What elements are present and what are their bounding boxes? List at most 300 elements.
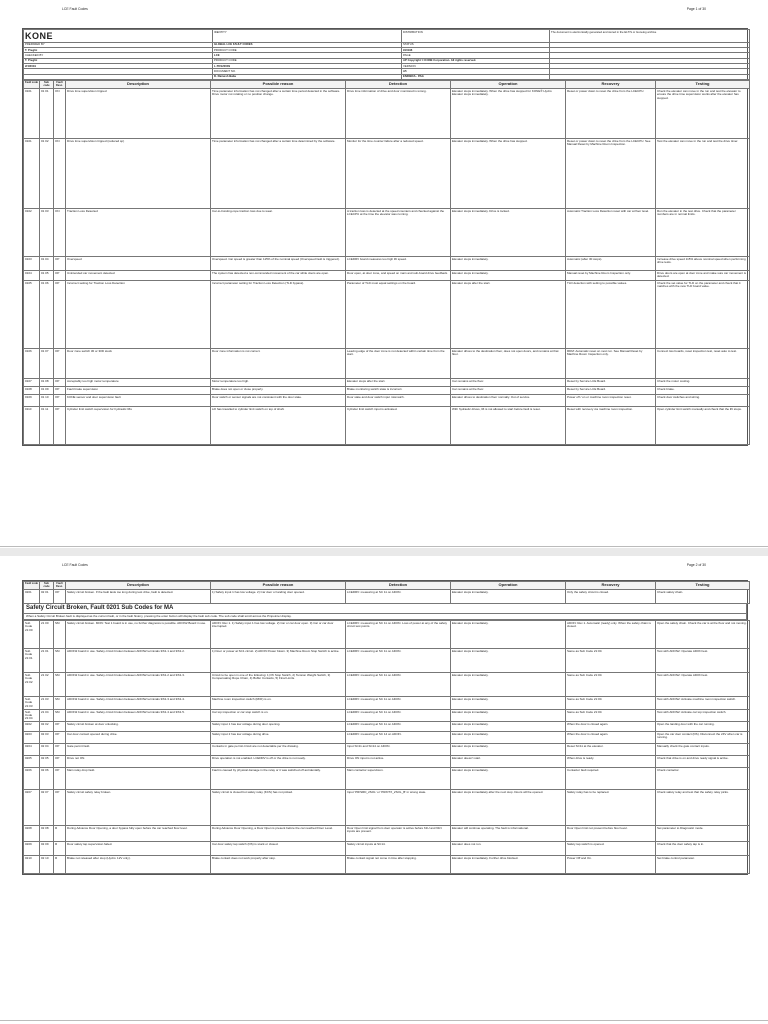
table-cell: Traction Loss Detected	[66, 209, 211, 257]
table-cell: 0101	[24, 89, 40, 139]
table-cell: Check safety relay and test that the safety relay picks.	[656, 790, 750, 826]
table-cell: Elevator stops immediately.	[451, 257, 566, 271]
table-cell: R	[54, 842, 66, 856]
table-row	[24, 826, 750, 842]
header-cell: PRODUCT CODE	[213, 47, 402, 52]
fault-code-rows	[24, 89, 750, 445]
fault-code-sheet	[22, 580, 748, 875]
col-description: Description	[66, 81, 211, 89]
col-recovery: Recovery	[566, 582, 656, 590]
table-cell: 01 05	[40, 271, 54, 281]
header-cell: A5	[402, 69, 550, 74]
col-sub-code: Sub code	[40, 81, 54, 89]
table-cell: R	[54, 856, 66, 874]
table-cell: Elevator drives to the destination floor, does not open doors, and remains at that floor.	[451, 349, 566, 379]
table-cell: 01 02	[40, 139, 54, 209]
table-cell: Sub Code 21:02	[24, 673, 40, 697]
table-cell: LCEDRV: measuring at SC 11 on ADON.	[346, 697, 451, 710]
table-cell: 0208	[24, 826, 40, 842]
table-cell: ADON2 board in use. Safety circuit broken between ADON2 terminals 3/61.2 and 3/61.3.	[66, 673, 211, 697]
table-row	[24, 590, 750, 604]
table-cell: 02 05	[40, 756, 54, 768]
table-cell: 0207	[24, 790, 40, 826]
table-cell: Automatic (after 30 stops).	[566, 257, 656, 271]
header-cell: IDENTITY	[213, 30, 402, 43]
table-cell: Test the elevator can move in the run and test the drive timer.	[656, 139, 750, 209]
table-cell: During Advance Door Opening, a door bypass fully open before the car reached floor level.	[66, 826, 211, 842]
table-cell: When the door is closed again.	[566, 732, 656, 744]
table-cell: Car door contact opened during drive.	[66, 732, 211, 744]
document-page-2	[0, 556, 768, 1024]
table-cell: 1) Door or power at SC1 circuit. 2) ADON Power blown. 3) Machine Room Stop Switch is active.	[211, 649, 346, 673]
table-row	[24, 673, 750, 697]
table-row	[24, 697, 750, 710]
table-cell: Time parameter information has not changed after a certain time period detected in the software. Drive motor not rotating or no position change.	[211, 89, 346, 139]
header-cell: GLOBAL LCE FAULT CODES	[213, 42, 402, 47]
table-cell: 21 01	[40, 649, 54, 673]
table-cell: LCEDRV: measuring at SC 11 on ADON.	[346, 709, 451, 722]
table-cell: LCEDRV: measuring at SC 11 on ADON.	[346, 590, 451, 604]
table-cell: Reset SC11 at the elevator.	[566, 744, 656, 756]
table-cell: Safety relay has to be replaced.	[566, 790, 656, 826]
table-row	[24, 387, 750, 395]
table-row	[24, 349, 750, 379]
document-header-block	[23, 29, 750, 80]
table-cell: Check safety chain.	[656, 590, 750, 604]
table-cell: Elevator stops immediately.	[451, 673, 566, 697]
table-row	[24, 649, 750, 673]
table-cell: Same as Sub Code 21:00.	[566, 673, 656, 697]
table-cell: Elevator stops immediately.	[451, 621, 566, 649]
table-cell: Elevator stops immediately.	[451, 722, 566, 732]
table-cell: Same as Sub Code 21:00.	[566, 649, 656, 673]
table-cell: 01 01	[40, 89, 54, 139]
table-cell: Set brake control parameter.	[656, 856, 750, 874]
section-title: Safety Circuit Broken, Fault 0201 Sub Codes for MA	[23, 604, 747, 614]
table-cell: Elevator will continue operating. The fault is informational.	[451, 826, 566, 842]
table-cell: Reset by Service LCE Board.	[566, 379, 656, 387]
header-cell: T. Preglic	[24, 58, 213, 63]
table-row	[24, 139, 750, 209]
table-cell: A traction loss is detected at the speed counters and checked against the LCECPU at the time the elevator was running.	[346, 209, 451, 257]
col-fault-desc: Fault Desc.	[54, 582, 66, 590]
table-cell: Drive ON input is not active.	[346, 756, 451, 768]
table-cell: Drive operation is not enabled. LCEDRV is off or the drive is not ready.	[211, 756, 346, 768]
table-cell: Door state and door switch input mismatch.	[346, 395, 451, 407]
table-cell: Machine room inspection switch (RDF) is on.	[211, 697, 346, 710]
table-cell: ADON: Rev 1. 1) Safety input 1 has low voltage. 2) Car or car door open. 3) Car or car door interrupted.	[211, 621, 346, 649]
table-cell: 01 06	[40, 281, 54, 349]
page-header	[62, 564, 706, 570]
table-cell: 0210	[24, 856, 40, 874]
table-cell: Test with ADON2: Activate car top inspection switch.	[656, 709, 750, 722]
table-cell: OP	[54, 590, 66, 604]
col-operation: Operation	[451, 81, 566, 89]
table-cell: 01 09	[40, 387, 54, 395]
table-cell: Door open, at door zone, and speed on main and sub-board drive feedback.	[346, 271, 451, 281]
table-cell: Open cylinder limit switch manually and check that the lift stops.	[656, 407, 750, 445]
table-cell: Door zone switch 30 or 30D stuck	[66, 349, 211, 379]
table-cell: Main contactor supervision.	[346, 768, 451, 790]
table-cell: 0108	[24, 387, 40, 395]
table-cell: Elevator stops immediately after the next stop. Doors will be opened.	[451, 790, 566, 826]
table-cell: 02 01	[40, 590, 54, 604]
table-row	[24, 621, 750, 649]
table-cell: LCEDRV: measuring at SC 11 on ADON.	[346, 673, 451, 697]
table-cell: 01 04	[40, 257, 54, 271]
table-cell: Door switch or sensor signals are not consistent with the door state.	[211, 395, 346, 407]
header-cell: D. Ramesh Babu	[213, 74, 402, 79]
table-cell: 01 11	[40, 407, 54, 445]
table-cell: OP	[54, 756, 66, 768]
table-cell: Check that drive is on and drive ready signal is active.	[656, 756, 750, 768]
table-cell: SM	[54, 649, 66, 673]
table-cell: Connect two boards, reset inspection test, reset auto to test.	[656, 349, 750, 379]
column-header-row	[24, 582, 750, 590]
doc-title: LCE Fault Codes	[62, 563, 88, 567]
table-cell: Fault is caused by physical damage in the relay or it was switched off accidentally.	[211, 768, 346, 790]
table-cell: Safety circuit broken. MON: Test 1 board is in use, no further diagnosis is possible. ADON2 Board in use.	[66, 621, 211, 649]
col-possible-reason: Possible reason	[211, 81, 346, 89]
table-cell: Automatic Traction Loss Detection reset with car at floor level.	[566, 209, 656, 257]
table-row	[24, 842, 750, 856]
table-cell: Reset or power down to reset the drive from the LCECPU.	[566, 89, 656, 139]
table-cell: Car-to-hoisting-rope traction loss due to wear.	[211, 209, 346, 257]
table-row	[24, 271, 750, 281]
table-row	[24, 709, 750, 722]
table-cell: Acceptably too high motor temperature	[66, 379, 211, 387]
table-cell: SM	[54, 697, 66, 710]
table-cell: Elevator stops immediately. When the drive has stopped for KONE® Hydro: Elevator stops immediately.	[451, 89, 566, 139]
table-row	[24, 756, 750, 768]
header-cell	[550, 74, 750, 79]
table-cell: Same as Sub Code 21:00.	[566, 709, 656, 722]
header-cell: ENR/EDA · PAG	[402, 74, 550, 79]
col-description: Description	[66, 582, 211, 590]
doc-title: LCE Fault Codes	[62, 7, 88, 11]
table-cell: Only the safety circuit is closed.	[566, 590, 656, 604]
table-cell: KONE sensor and door supervision fault	[66, 395, 211, 407]
table-row	[24, 209, 750, 257]
page-number: Page 1 of 30	[686, 7, 706, 11]
table-cell: Check the elevator can move in the run and test the elevator to ensure the drive time supervision works after the elevator has stopped.	[656, 89, 750, 139]
table-cell: Circuit to be open in one of the following: 1) Pit Stop Switch, 2) Tension Weight Switch, 3) Compensating Rope Chain, 4) Buffer Contacts, 5) Final Limits.	[211, 673, 346, 697]
table-row	[24, 732, 750, 744]
sub-code-table	[23, 620, 750, 874]
table-cell: Car remains at the floor.	[451, 379, 566, 387]
table-row	[24, 790, 750, 826]
table-cell: Elevator stops immediately. Drive is locked.	[451, 209, 566, 257]
table-cell: Test with ADON2: Activate machine room inspection switch.	[656, 697, 750, 710]
table-cell: Elevator stops immediately.	[451, 709, 566, 722]
header-cell: 910196	[402, 47, 550, 52]
table-cell: Same as Sub Code 21:00.	[566, 697, 656, 710]
col-testing: Testing	[656, 582, 750, 590]
table-cell: Elevator stops immediately.	[451, 697, 566, 710]
fault-code-sheet	[22, 28, 748, 446]
table-cell: Contacts in gate permit circuit are not detectable per the drawing.	[211, 744, 346, 756]
table-row	[24, 856, 750, 874]
table-cell: Elevator stops immediately.	[451, 768, 566, 790]
col-operation: Operation	[451, 582, 566, 590]
table-cell: Elevator stops immediately.	[451, 744, 566, 756]
table-cell: 0109	[24, 395, 40, 407]
table-cell: Elevator stops after the start.	[346, 379, 451, 387]
table-cell: ADON2 board in use. Safety circuit broken between ADON2 terminals 3/61.3 and 3/61.4.	[66, 697, 211, 710]
table-cell: ADON2 board in use. Safety circuit broken between ADON2 terminals 3/61.4 and 3/61.5.	[66, 709, 211, 722]
table-cell: 0209	[24, 842, 40, 856]
table-cell: R	[54, 826, 66, 842]
table-cell: Brake not released after stop (Hydro: 12V only).	[66, 856, 211, 874]
table-cell: Elevator stops immediately.	[451, 732, 566, 744]
table-cell: OP	[54, 407, 66, 445]
table-cell: Safety circuit broken at door unlocking.	[66, 722, 211, 732]
table-cell: Open the safety chain. Check the car is at the floor and not moving.	[656, 621, 750, 649]
table-cell: 02 03	[40, 732, 54, 744]
table-cell: LCEDRV: measuring at SC 11 on ADON.	[346, 722, 451, 732]
table-cell: Car top inspection or car stop switch is on.	[211, 709, 346, 722]
table-cell: 0104	[24, 271, 40, 281]
table-cell: Run the elevator in the test drive. Check that the parameter numbers are in normal limits.	[656, 209, 750, 257]
table-cell: ON	[54, 89, 66, 139]
table-cell: Leaving edge of the door zone is not detected within certain time from the start.	[346, 349, 451, 379]
column-header-row	[24, 81, 750, 89]
table-cell: Check brake.	[656, 387, 750, 395]
table-row	[24, 722, 750, 732]
table-cell: Power Off and On.	[566, 856, 656, 874]
table-row	[24, 281, 750, 349]
table-cell: ON	[54, 209, 66, 257]
table-cell: Elevator stops immediately. When the drive has stopped.	[451, 139, 566, 209]
table-cell: 0206	[24, 768, 40, 790]
table-cell: 21 04	[40, 709, 54, 722]
table-cell: The system has detected a non-commanded movement of the car while doors are open.	[211, 271, 346, 281]
header-cell: L-TKS20009	[213, 64, 402, 69]
table-cell: Safety input 2 has low voltage during drive.	[211, 732, 346, 744]
section-note: When a Safety Circuit Broken fault is displayed as the current fault, or in the fault history, pressing the enter button will display the fault sub code. The sub code shall scroll across the Pinpointer display.	[23, 614, 747, 620]
table-cell: Set parameter to Diagnostic mode.	[656, 826, 750, 842]
table-cell: 21 03	[40, 697, 54, 710]
table-cell: Overspeed	[66, 257, 211, 271]
table-cell: Lift has travelled to cylinder limit switch on top of shaft.	[211, 407, 346, 445]
table-cell: Car remains at the floor.	[451, 387, 566, 395]
table-cell: Safety circuit safety relay broken.	[66, 790, 211, 826]
table-cell: Elevator stops immediately.	[451, 271, 566, 281]
table-cell: Door safety tap supervision failed.	[66, 842, 211, 856]
table-cell: 02 10	[40, 856, 54, 874]
table-cell: Drive time supervision tripped (reduced sp)	[66, 139, 211, 209]
table-cell: Check the set value for TLD on the parameter and check that it matches with the new TLD board value.	[656, 281, 750, 349]
table-cell: Drive time supervision tripped	[66, 89, 211, 139]
header-cell: 2/4/2019	[24, 64, 213, 69]
table-cell: Reset by Service LCE Board.	[566, 387, 656, 395]
table-cell: Open the car door contact (DS). Disconnect the 24V when car is running.	[656, 732, 750, 744]
table-cell: LCEDRV board measures too high lift speed.	[346, 257, 451, 271]
col-recovery: Recovery	[566, 81, 656, 89]
fault-code-rows	[24, 590, 750, 604]
header-cell: STATUS	[402, 42, 550, 47]
table-cell: Gate permit fault.	[66, 744, 211, 756]
table-cell: Elevator stops after the start.	[451, 281, 566, 349]
fault-code-table	[23, 80, 750, 445]
table-cell: OP	[54, 395, 66, 407]
table-cell: OP	[54, 744, 66, 756]
table-cell: Unintended car movement detected	[66, 271, 211, 281]
table-cell: SM	[54, 709, 66, 722]
header-cell: PREPARED BY	[24, 42, 213, 47]
table-cell: ADON2 board in use. Safety circuit broken between ADON2 terminals 3/61.1 and 3/61.2.	[66, 649, 211, 673]
table-cell: 02 07	[40, 790, 54, 826]
table-cell: 01 07	[40, 349, 54, 379]
table-cell: Test with ADON2: Operate ADON test.	[656, 673, 750, 697]
table-row	[24, 744, 750, 756]
header-cell: PAGE	[402, 53, 550, 58]
table-row	[24, 395, 750, 407]
header-cell: The document is electronically generated and stored in the ELT/S or Gonelog archive	[550, 30, 750, 43]
table-cell: 0204	[24, 744, 40, 756]
table-cell: Cylinder limit switch input is activated.	[346, 407, 451, 445]
table-cell: Incorrect parameter setting for Traction Loss Detection (TLD bypass).	[211, 281, 346, 349]
table-cell: OP	[54, 281, 66, 349]
table-cell: 02 08	[40, 826, 54, 842]
table-cell: Elevator stops immediately. Further drive blocked.	[451, 856, 566, 874]
table-cell: 02 06	[40, 768, 54, 790]
table-cell: Check the motor cooling.	[656, 379, 750, 387]
kone-logo: KONE	[24, 30, 213, 43]
header-cell: LCE	[213, 53, 402, 58]
table-cell: 01 10	[40, 395, 54, 407]
col-sub-code: Sub code	[40, 582, 54, 590]
table-cell: LCEDRV: measuring at SC 11 on ADON. Loss of power at any of the safety circuit test points.	[346, 621, 451, 649]
table-row	[24, 407, 750, 445]
col-fault-code: Fault code	[24, 582, 40, 590]
header-cell: T. Preglic	[24, 47, 213, 52]
table-cell: 0107	[24, 379, 40, 387]
table-cell: OP	[54, 349, 66, 379]
table-cell: Brake contact signal not come in time after stopping.	[346, 856, 451, 874]
sub-code-rows	[24, 621, 750, 874]
table-cell: 02 04	[40, 744, 54, 756]
table-cell: Input SC11 and SC14 on ADON.	[346, 744, 451, 756]
table-cell: RDM: Automatic reset on next run. See Manual Reset by Machine Room Inspection only.	[566, 349, 656, 379]
table-cell: 0105	[24, 281, 40, 349]
table-cell: During Advance Door Opening, a Door Open is present before the car reached Floor Level.	[211, 826, 346, 842]
table-cell: With hydraulic drives, lift is not allowed to start before fault is reset.	[451, 407, 566, 445]
table-cell: Overspeed. Car speed is greater than 115% of the nominal speed (Overspeed fault is triggered).	[211, 257, 346, 271]
table-cell: When drive is ready.	[566, 756, 656, 768]
table-cell: Drive not ON.	[66, 756, 211, 768]
table-cell: Reset or power down to reset the drive from the LCECPU. See Manual Reset by Machine Room Inspection.	[566, 139, 656, 209]
table-cell: Check that the door safety tap is in.	[656, 842, 750, 856]
table-cell: 1) Safety input 1 has low voltage. 2) Car door or landing door opened.	[211, 590, 346, 604]
table-cell: 02 09	[40, 842, 54, 856]
table-cell: Time parameter information has not changed after a certain time determined by the software.	[211, 139, 346, 209]
table-cell: Parameter of TLD must equal settings on the board.	[346, 281, 451, 349]
page-header	[62, 8, 706, 14]
table-cell: LCEDRV: measuring at SC 14 on ADON.	[346, 732, 451, 744]
table-cell: 0205	[24, 756, 40, 768]
table-cell: Contactor fault required.	[566, 768, 656, 790]
table-cell: Drive doors are open at door zone and make sure car movement is detected.	[656, 271, 750, 281]
table-cell: Elevator does not run.	[451, 842, 566, 856]
table-cell: OP	[54, 768, 66, 790]
header-cell: DISTRIBUTION	[402, 30, 550, 43]
page-number: Page 2 of 30	[686, 563, 706, 567]
table-cell: Sub Code 21:04	[24, 709, 40, 722]
table-cell: Cylinder limit switch supervision for hydraulic lifts	[66, 407, 211, 445]
table-cell: 01 08	[40, 379, 54, 387]
table-cell: OP	[54, 732, 66, 744]
table-cell: Motor temperature too high.	[211, 379, 346, 387]
table-cell: 21 02	[40, 673, 54, 697]
table-cell: Incorrect setting for Traction Loss Detection	[66, 281, 211, 349]
table-cell: Increase drive speed 115% above nominal speed when performing drive tests.	[656, 257, 750, 271]
table-cell: Sub Code 21:00	[24, 621, 40, 649]
table-cell: ON	[54, 139, 66, 209]
table-cell: Safety circuit broken. If the fault lasts too long during test drive, fault is detected.	[66, 590, 211, 604]
table-cell: Safety circuit inputs at SC14.	[346, 842, 451, 856]
table-cell: Drive time information of drive and door monitored is wrong.	[346, 89, 451, 139]
table-cell: Elevator stops immediately.	[451, 590, 566, 604]
table-cell: Safety tap switch is opened.	[566, 842, 656, 856]
header-cell	[24, 74, 213, 79]
table-cell: OP	[54, 271, 66, 281]
table-cell: 0106	[24, 349, 40, 379]
table-cell: TLD detection with setting to possible values.	[566, 281, 656, 349]
table-cell: Reset with recovery via machine room inspection.	[566, 407, 656, 445]
table-cell: OP	[54, 722, 66, 732]
table-cell: 01 03	[40, 209, 54, 257]
table-cell: Door Open limit signal from door operator is active before 61U and 61N inputs are present.	[346, 826, 451, 842]
table-cell: Door zone information is not correct.	[211, 349, 346, 379]
table-cell: 0101	[24, 139, 40, 209]
table-cell: Test with ADON2: Operate ADON test.	[656, 649, 750, 673]
header-cell: DOCUMENT NO.	[213, 69, 402, 74]
table-cell: Car door safety tap switch (DS) is stuck or closed.	[211, 842, 346, 856]
page-footer	[0, 1020, 768, 1024]
col-fault-desc: Fault Desc.	[54, 81, 66, 89]
table-cell: When the door is closed again.	[566, 722, 656, 732]
table-cell: Safety circuit is closed but safety relay (KCS) has not picked.	[211, 790, 346, 826]
col-fault-code: Fault code	[24, 81, 40, 89]
col-detection: Detection	[346, 582, 451, 590]
table-cell: Fault brake supervision	[66, 387, 211, 395]
header-cell: PRODUCT CODE	[213, 58, 402, 63]
header-cell: AP Copyright © KONE Corporation. All rights reserved.	[402, 58, 550, 63]
table-cell: OP	[54, 257, 66, 271]
table-cell: Manually check the gate contact inputs.	[656, 744, 750, 756]
table-cell: Power off / on or machine room inspection reset.	[566, 395, 656, 407]
table-cell: Door Open limit not present before floor level.	[566, 826, 656, 842]
table-cell: Elevator drives to destination floor normally. Out of service.	[451, 395, 566, 407]
table-cell: 0103	[24, 257, 40, 271]
table-cell: Sub Code 21:03	[24, 697, 40, 710]
table-cell: ADON: Rev 1. Automatic (ready) only. When the safety chain is closed.	[566, 621, 656, 649]
header-cell: VERSION	[402, 64, 550, 69]
table-cell: Open the landing door with the car running.	[656, 722, 750, 732]
col-testing: Testing	[656, 81, 750, 89]
table-cell: Elevator stops immediately.	[451, 649, 566, 673]
table-cell: Monitor for the time counter failure after a reduced speed.	[346, 139, 451, 209]
table-cell: Check contactor.	[656, 768, 750, 790]
table-cell: OP	[54, 790, 66, 826]
table-cell: 0201	[24, 590, 40, 604]
table-cell: Sub Code 21:01	[24, 649, 40, 673]
table-cell: 0203	[24, 732, 40, 744]
table-cell: OP	[54, 387, 66, 395]
table-cell: Elevator doesn't start.	[451, 756, 566, 768]
table-cell: Brake contact does not work properly after stop.	[211, 856, 346, 874]
